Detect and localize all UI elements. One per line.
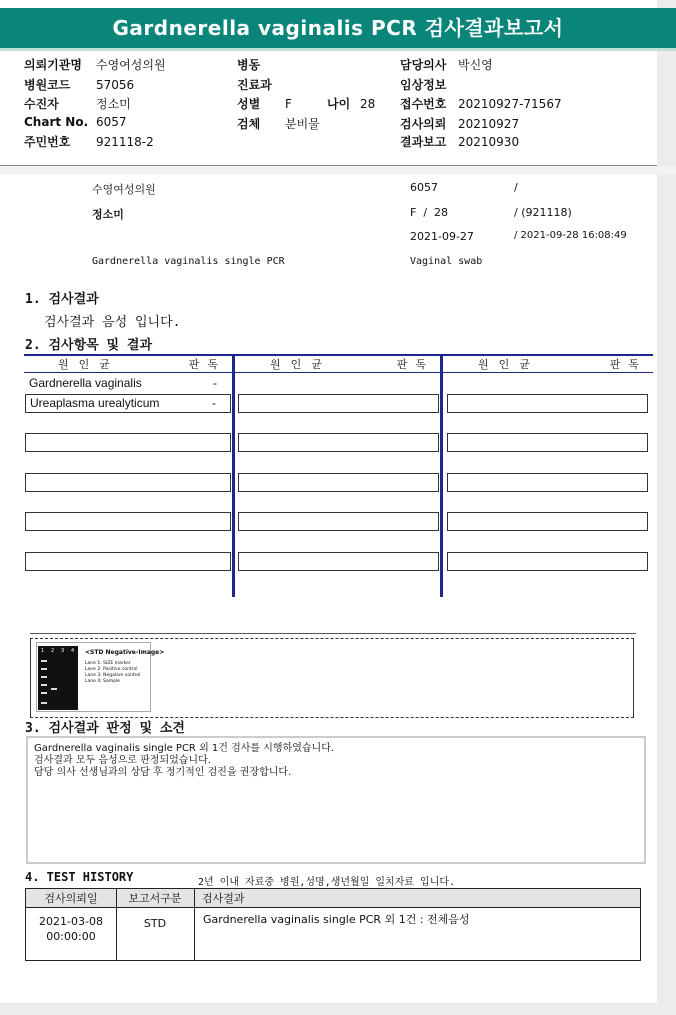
header-hospital-code-label: 병원코드 bbox=[24, 78, 71, 92]
gel-band bbox=[41, 684, 47, 686]
result-row-name: Ureaplasma urealyticum bbox=[30, 396, 160, 410]
col-pathogen-label: 원인균 bbox=[478, 358, 540, 371]
gel-band bbox=[41, 660, 47, 662]
result-row-value: - bbox=[213, 376, 217, 390]
header-patient-label: 수진자 bbox=[24, 97, 59, 111]
header-resident-no bbox=[24, 133, 154, 150]
header-sex-label: 성별 bbox=[237, 97, 261, 111]
header-ward-label: 병동 bbox=[237, 58, 261, 72]
result-row-empty bbox=[25, 512, 231, 531]
result-row-empty bbox=[25, 433, 231, 452]
header-specimen bbox=[237, 115, 320, 132]
info-birth: / (921118) bbox=[514, 206, 572, 219]
history-table bbox=[25, 888, 641, 961]
image-area-top-line bbox=[30, 633, 636, 634]
col-judgement-label: 판독 bbox=[609, 358, 647, 371]
gel-electrophoresis-image bbox=[36, 642, 165, 712]
info-test-name: Gardnerella vaginalis single PCR bbox=[92, 256, 285, 267]
history-row-time: 00:00:00 bbox=[46, 930, 96, 943]
col-pathogen-label: 원인균 bbox=[58, 358, 120, 371]
header-ward bbox=[237, 56, 285, 73]
report-title: Gardnerella vaginalis PCR 검사결과보고서 bbox=[0, 8, 676, 48]
header-hospital-code bbox=[24, 76, 134, 93]
page-margin-bottom bbox=[0, 1003, 676, 1015]
header-patient bbox=[24, 95, 131, 112]
result-row-empty bbox=[447, 433, 648, 452]
result-col-header-1 bbox=[24, 356, 232, 372]
header-specimen-value: 분비물 bbox=[285, 117, 320, 131]
info-chart-sep: / bbox=[514, 181, 518, 194]
col-judgement-label: 판독 bbox=[188, 358, 226, 371]
result-row bbox=[25, 374, 231, 393]
gel-legend-item: Lane 2: Positive control bbox=[85, 667, 138, 672]
header-sex bbox=[237, 95, 292, 112]
result-row-empty bbox=[447, 394, 648, 413]
header-chart-no-value: 6057 bbox=[96, 115, 127, 129]
gel-legend-item: Lane 3: Negative control bbox=[85, 673, 141, 678]
result-grid-divider-1 bbox=[232, 354, 235, 597]
info-institution: 수영여성의원 bbox=[92, 183, 156, 196]
header-receipt-no bbox=[400, 95, 562, 112]
gel-band bbox=[41, 676, 47, 678]
header-resident-no-label: 주민번호 bbox=[24, 135, 71, 149]
header-report-date-value: 20210930 bbox=[458, 135, 520, 149]
page-margin-right bbox=[657, 0, 676, 1015]
gel-legend-item: Lane 1: SIZE marker bbox=[85, 661, 131, 666]
header-patient-value: 정소미 bbox=[96, 97, 131, 111]
info-patient: 정소미 bbox=[92, 208, 124, 221]
col-pathogen-label: 원인균 bbox=[270, 358, 332, 371]
history-row-type: STD bbox=[143, 917, 167, 930]
opinion-box bbox=[26, 736, 646, 864]
history-note: 2년 이내 자료중 병원,성명,생년월일 일치자료 입니다. bbox=[198, 877, 456, 888]
header-doctor bbox=[400, 56, 493, 73]
result-grid-header-line bbox=[24, 372, 653, 373]
history-col-type: 보고서구분 bbox=[128, 892, 182, 905]
section2-heading: 2. 검사항목 및 결과 bbox=[25, 338, 153, 353]
result-row-empty bbox=[447, 552, 648, 571]
header-institution-label: 의뢰기관명 bbox=[24, 58, 82, 72]
section4-heading: 4. TEST HISTORY bbox=[25, 870, 134, 884]
section3-heading: 3. 검사결과 판정 및 소견 bbox=[25, 721, 185, 736]
result-grid-divider-2 bbox=[440, 354, 443, 597]
header-resident-no-value: 921118-2 bbox=[96, 135, 154, 149]
header-doctor-label: 담당의사 bbox=[400, 58, 447, 72]
result-row-empty bbox=[238, 512, 439, 531]
col-judgement-label: 판독 bbox=[396, 358, 434, 371]
header-clinical-info-label: 임상정보 bbox=[400, 78, 447, 92]
header-request-date-value: 20210927 bbox=[458, 117, 520, 131]
result-row bbox=[25, 394, 231, 413]
header-sex-value: F bbox=[285, 97, 292, 111]
header-receipt-no-value: 20210927-71567 bbox=[458, 97, 562, 111]
section1-result-text: 검사결과 음성 입니다. bbox=[44, 315, 181, 330]
info-specimen: Vaginal swab bbox=[410, 256, 483, 267]
header-hospital-code-value: 57056 bbox=[96, 78, 135, 92]
header-specimen-label: 검체 bbox=[237, 117, 261, 131]
gel-lane-label: 4 bbox=[71, 648, 75, 654]
info-report-datetime: / 2021-09-28 16:08:49 bbox=[514, 230, 627, 241]
gel-legend-item: Lane 4: Sample bbox=[85, 679, 120, 684]
header-receipt-no-label: 접수번호 bbox=[400, 97, 447, 111]
header-chart-no-label: Chart No. bbox=[24, 115, 89, 129]
title-underline bbox=[0, 48, 676, 51]
result-row-empty bbox=[25, 552, 231, 571]
header-doctor-value: 박신영 bbox=[458, 58, 493, 72]
gel-band bbox=[41, 668, 47, 670]
info-chart-no: 6057 bbox=[410, 181, 438, 194]
history-col-divider bbox=[194, 889, 195, 960]
history-row-result: Gardnerella vaginalis single PCR 외 1건 : 전체음성 bbox=[203, 913, 470, 926]
opinion-line: 검사결과 모두 음성으로 판정되었습니다. bbox=[34, 755, 211, 766]
result-row-name: Gardnerella vaginalis bbox=[29, 376, 142, 390]
result-row-empty bbox=[447, 473, 648, 492]
history-col-result: 검사결과 bbox=[202, 892, 245, 905]
header-strip bbox=[0, 166, 676, 174]
gel-image-title: <STD Negative-Image> bbox=[85, 649, 165, 656]
header-institution bbox=[24, 56, 166, 73]
header-clinical-info bbox=[400, 76, 458, 93]
header-report-date-label: 결과보고 bbox=[400, 135, 447, 149]
header-request-date-label: 검사의뢰 bbox=[400, 117, 447, 131]
gel-lanes-panel bbox=[38, 646, 78, 710]
gel-band bbox=[51, 688, 57, 690]
gel-lane-label: 1 bbox=[41, 648, 45, 654]
history-col-date: 검사의뢰일 bbox=[44, 892, 98, 905]
result-col-header-3 bbox=[444, 356, 653, 372]
info-sex-age: F / 28 bbox=[410, 206, 449, 219]
header-age-label: 나이 bbox=[327, 97, 351, 111]
header-age bbox=[327, 95, 375, 112]
header-report-date bbox=[400, 133, 519, 150]
header-request-date bbox=[400, 115, 519, 132]
header-age-value: 28 bbox=[360, 97, 376, 111]
result-row-empty bbox=[238, 394, 439, 413]
header-institution-value: 수영여성의원 bbox=[96, 58, 166, 72]
result-row-empty bbox=[238, 473, 439, 492]
history-row-date: 2021-03-08 bbox=[39, 915, 103, 928]
result-col-header-2 bbox=[236, 356, 440, 372]
gel-band bbox=[41, 692, 47, 694]
gel-lane-label: 2 bbox=[51, 648, 55, 654]
header-department bbox=[237, 76, 285, 93]
result-row-empty bbox=[238, 433, 439, 452]
header-chart-no bbox=[24, 115, 127, 129]
header-department-label: 진료과 bbox=[237, 78, 272, 92]
result-row-value: - bbox=[212, 396, 216, 410]
result-row-empty bbox=[447, 512, 648, 531]
section1-heading: 1. 검사결과 bbox=[25, 292, 99, 307]
gel-band bbox=[41, 702, 47, 704]
result-row-empty bbox=[25, 473, 231, 492]
result-row-empty bbox=[238, 552, 439, 571]
gel-lane-label: 3 bbox=[61, 648, 65, 654]
opinion-line: Gardnerella vaginalis single PCR 외 1건 검사를 시행하였습니다. bbox=[34, 743, 335, 754]
info-receipt-date: 2021-09-27 bbox=[410, 230, 474, 243]
opinion-line: 담당 의사 선생님과의 상담 후 정기적인 검진을 권장합니다. bbox=[34, 767, 292, 778]
